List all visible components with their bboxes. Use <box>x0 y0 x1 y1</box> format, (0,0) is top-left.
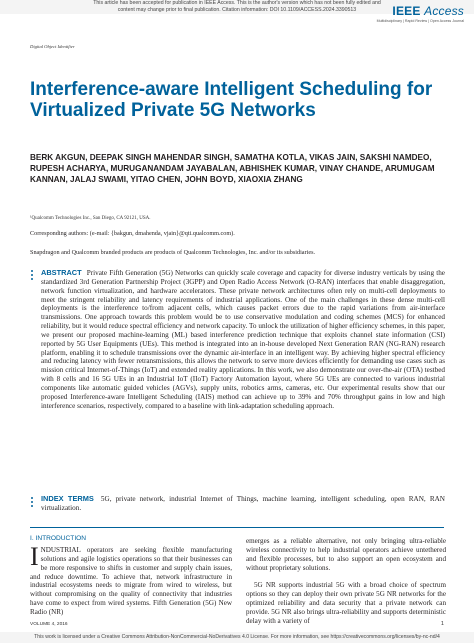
affiliation: ¹Qualcomm Technologies Inc., San Diego, CA 92121, USA. <box>30 216 151 221</box>
journal-tagline: Multidisciplinary | Rapid Review | Open Access Journal <box>376 19 464 23</box>
abstract-heading: ABSTRACT <box>41 268 82 277</box>
abstract <box>41 269 445 411</box>
author-list: BERK AKGUN, DEEPAK SINGH MAHENDAR SINGH, SAMATHA KOTLA, VIKAS JAIN, SAKSHI NAMDEO, RUPESH ACHARYA, MURUGANANDAM JAYABALAN, ABHISHEK KUMAR, VINAY CHANDE, ARUMUGAM KANNAN, JALAJ SWAMI, YITAO CHEN, JOHN BOYD, XIAOXIA ZHANG <box>30 153 435 184</box>
page-number: 1 <box>440 621 444 627</box>
drop-cap: I <box>30 542 39 571</box>
index-terms-text: 5G, private network, industrial Internet of Things, machine learning, intelligent scheduling, open RAN, RAN virtualization. <box>41 495 445 512</box>
intro-left-text: NDUSTRIAL operators are seeking flexible manufacturing solutions and agile logistics operations so that their businesses can be more responsive to shifts in customer and supply chain issues, and reduce downtime. To achieve that, network infrastructure in industrial ecosystems needs to migrate from wired to wireless, but without compromising on the quality of connectivity that industries have come to expect from wired systems. Fifth Generation (5G) New Radio (NR) <box>30 546 232 616</box>
license-notice: This work is licensed under a Creative Commons Attribution-NonCommercial-NoDerivatives 4.0 License. For more information, see https://creativecommons.org/licenses/by-nc-nd/4 <box>0 632 474 643</box>
index-terms-heading: INDEX TERMS <box>41 494 94 503</box>
brand-ieee: IEEE <box>392 4 421 18</box>
corresponding-authors: Corresponding authors: (e-mail: {bakgun, dmahenda, vjain}@qti.qualcomm.com). <box>30 230 235 237</box>
index-terms-marker-icon <box>31 497 35 507</box>
doi-label: Digital Object Identifier <box>30 44 75 49</box>
intro-right-column <box>246 537 446 635</box>
abstract-text: Private Fifth Generation (5G) Networks can quickly scale coverage and capacity for diverse industry verticals by using the standardized 3rd Generation Partnership Project (3GPP) and Open Radio Access Network (O-RAN) interfaces that enable disaggregation, network function virtualization, and hardware accelerators. These private network architectures often rely on multi-cell deployments to meet the stringent reliability and latency requirements of industrial applications. One of the main challenges in these dense multi-cell deployments is the interference to/from adjacent cells, which causes packet errors due to the rapid variations from air-interface transmissions. One approach towards this problem would be to use conservative modulation and coding schemes (MCS) for enhanced reliability, but it would reduce spectral efficiency and network capacity. To unlock the utilization of higher efficiency schemes, in this paper, we present our proposed machine-learning (ML) based interference prediction technique that exploits channel state information (CSI) reported by 5G User Equipments (UEs). This method is integrated into an in-house developed Next Generation RAN (NG-RAN) research platform, enabling it to schedule transmissions over the dynamic air-interface in an intelligent way. By achieving higher spectral efficiency and reducing latency with fewer retransmissions, this allows the network to serve more devices efficiently for demanding use cases such as mission critical Internet-of-Things (IoT) and extended reality applications. In this work, we also demonstrate our over-the-air (OTA) testbed with 8 cells and 16 5G UEs in an Industrial IoT (IIoT) Factory Automation layout, where 5G UEs are connected to various industrial components like automatic guided vehicles (AGVs), supply units, robotics arms, cameras, etc. Our experimental results show that our proposed Interference-aware Intelligent Scheduling (IAIS) method can achieve up to 39% and 70% throughput gains in low and high interference scenarios, respectively, compared to a baseline with link-adaptation scheduling approach. <box>41 269 445 410</box>
intro-right-paragraph-2: 5G NR supports industrial 5G with a broad choice of spectrum options so they can deploy their own private 5G NR networks for the optimized reliability and data security that a private network can provide. 5G NR also brings ultra-reliability and supports deterministic delay with a variety of <box>246 581 446 625</box>
ieee-access-logo <box>377 4 464 23</box>
index-terms <box>41 495 445 513</box>
volume-footer: VOLUME 4, 2016 <box>30 622 68 627</box>
trademark-note: Snapdragon and Qualcomm branded products are products of Qualcomm Technologies, Inc. and/or its subsidiaries. <box>30 249 316 256</box>
publication-notice-line2: content may change prior to final publication. Citation information: DOI 10.1109/ACCESS.2024.3390513 <box>117 6 357 13</box>
journal-brand <box>377 4 464 18</box>
paper-title: Interference-aware Intelligent Scheduling for Virtualized Private 5G Networks <box>30 79 433 121</box>
abstract-marker-icon <box>31 270 35 280</box>
intro-left-column <box>30 542 232 617</box>
section-divider <box>30 527 444 528</box>
brand-access: Access <box>424 4 464 18</box>
intro-right-paragraph-1: emerges as a reliable alternative, not only bringing ultra-reliable wireless connectivity to help industrial operators achieve untethered and flexible processes, but to also support an open ecosystem and without proprietary solutions. <box>246 537 446 572</box>
section-heading-introduction: I. INTRODUCTION <box>30 535 87 542</box>
publication-notice-line1: This article has been accepted for publication in IEEE Access. This is the author's version which has not been fully edited and <box>93 0 381 6</box>
